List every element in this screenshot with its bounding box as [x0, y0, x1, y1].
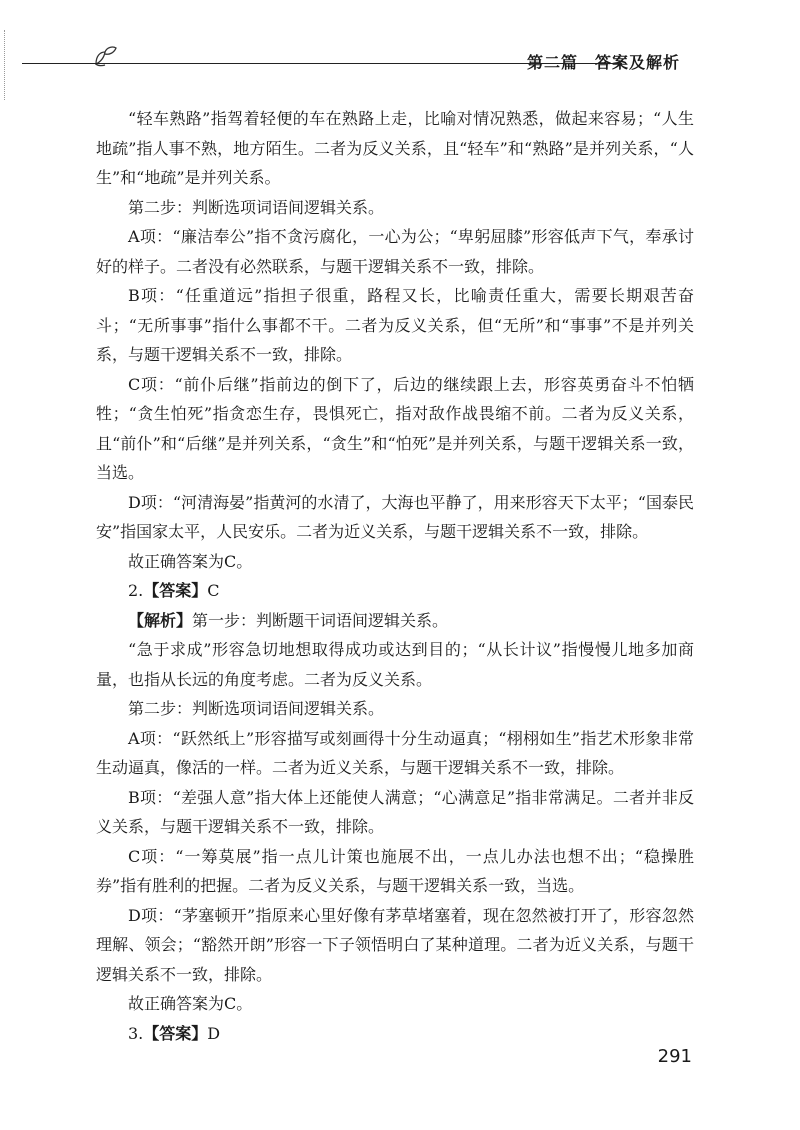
- paragraph: “急于求成”形容急切地想取得成功或达到目的；“从长计议”指慢慢儿地多加商量，也指从长远的角度考虑。二者为反义关系。: [96, 640, 694, 689]
- paragraph: 故正确答案为C。: [128, 551, 253, 571]
- paragraph: C项：“前仆后继”指前边的倒下了，后边的继续跟上去，形容英勇奋斗不怕牺牲；“贪生怕死”指贪恋生存，畏惧死亡，指对敌作战畏缩不前。二者为反义关系，且“前仆”和“后继”是并列关系，“贪生”和“怕死”是并列关系，与题干逻辑关系一致，当选。: [96, 374, 694, 482]
- paragraph: A项：“廉洁奉公”指不贪污腐化，一心为公；“卑躬屈膝”形容低声下气，奉承讨好的样子。二者没有必然联系，与题干逻辑关系不一致，排除。: [96, 227, 694, 276]
- question-number: 2.: [128, 581, 144, 600]
- analysis-label: 【解析】: [128, 610, 193, 630]
- paragraph: 第二步：判断选项词语间逻辑关系。: [128, 699, 385, 718]
- page-header: [90, 40, 700, 80]
- answer-label: 【答案】: [143, 1023, 208, 1043]
- paragraph: A项：“跃然纸上”形容描写或刻画得十分生动逼真；“栩栩如生”指艺术形象非常生动逼真，像活的一样。二者为近义关系，与题干逻辑关系不一致，排除。: [96, 728, 694, 777]
- paragraph: B项：“任重道远”指担子很重，路程又长，比喻责任重大，需要长期艰苦奋斗；“无所事事”指什么事都不干。二者为反义关系，但“无所”和“事事”不是并列关系，与题干逻辑关系不一致，排除。: [96, 286, 694, 364]
- paragraph: D项：“河清海晏”指黄河的水清了，大海也平静了，用来形容天下太平；“国泰民安”指国家太平，人民安乐。二者为近义关系，与题干逻辑关系不一致，排除。: [96, 492, 694, 541]
- answer-value: D: [207, 1023, 221, 1043]
- header-rule: [22, 63, 622, 64]
- section-title: 第二篇 答案及解析: [526, 53, 680, 72]
- paragraph: C项：“一筹莫展”指一点儿计策也施展不出，一点儿办法也想不出；“稳操胜券”指有胜利的把握。二者为反义关系，与题干逻辑关系一致，当选。: [96, 846, 694, 895]
- question-number: 3.: [128, 1023, 144, 1043]
- page-number: 291: [657, 1046, 692, 1067]
- paragraph: “轻车熟路”指驾着轻便的车在熟路上走，比喻对情况熟悉，做起来容易；“人生地疏”指人事不熟，地方陌生。二者为反义关系，且“轻车”和“熟路”是并列关系，“人生”和“地疏”是并列关系。: [96, 109, 694, 187]
- answer-heading-q2: [96, 576, 694, 606]
- page-body: [96, 104, 694, 1048]
- scan-edge-mark: [4, 30, 9, 100]
- leaf-sprout-icon: [90, 44, 120, 68]
- paragraph: 故正确答案为C。: [128, 994, 253, 1013]
- answer-value: C: [207, 581, 220, 600]
- analysis-line-q2: [96, 606, 694, 636]
- answer-heading-q3: [96, 1019, 694, 1049]
- answer-label: 【答案】: [143, 581, 208, 600]
- paragraph: B项：“差强人意”指大体上还能使人满意；“心满意足”指非常满足。二者并非反义关系，与题干逻辑关系不一致，排除。: [96, 787, 694, 836]
- paragraph: 第二步：判断选项词语间逻辑关系。: [128, 197, 385, 217]
- paragraph: D项：“茅塞顿开”指原来心里好像有茅草堵塞着，现在忽然被打开了，形容忽然理解、领会；“豁然开朗”形容一下子领悟明白了某种道理。二者为近义关系，与题干逻辑关系不一致，排除。: [96, 905, 694, 984]
- analysis-text: 第一步：判断题干词语间逻辑关系。: [192, 610, 449, 630]
